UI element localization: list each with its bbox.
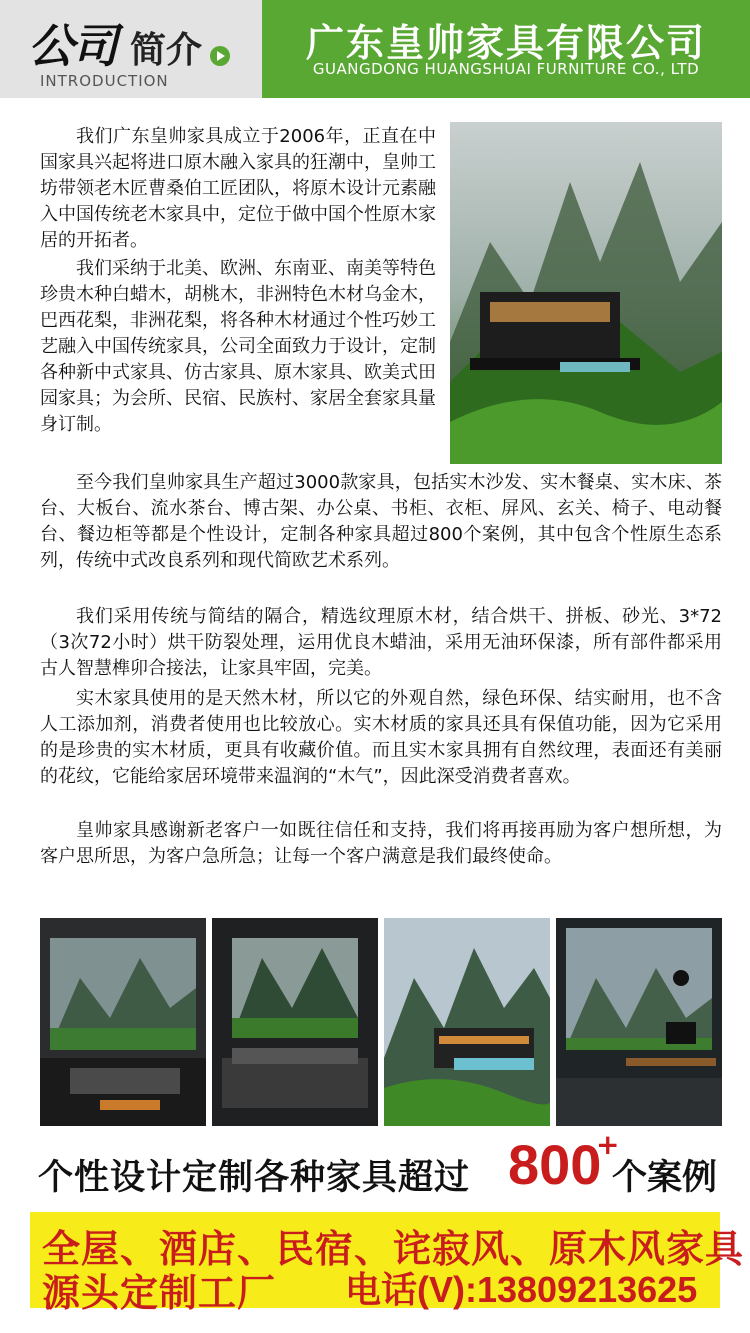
paragraph-6: 皇帅家具感谢新老客户一如既往信任和支持，我们将再接再励为客户想所想，为客户思所思，为客户急所急；让每一个客户满意是我们最终使命。 bbox=[40, 820, 722, 867]
logo-subtitle: INTRODUCTION bbox=[40, 72, 169, 90]
company-name: 广东皇帅家具有限公司 bbox=[305, 21, 706, 65]
banner-line-1: 全屋、酒店、民宿、诧寂风、原木风家具 bbox=[42, 1227, 745, 1271]
logo-title: 简介 bbox=[130, 30, 203, 71]
paragraph-3: 至今我们皇帅家具生产超过3000款家具，包括实木沙发、实木餐桌、实木床、茶台、大板台、流水茶台、博古架、办公桌、书柜、衣柜、屏风、玄关、椅子、电动餐台、餐边柜等都是个性设计，定制各种家具超过800个案例，其中包含个性原生态系列，传统中式改良系列和现代简欧艺术系列。 bbox=[40, 472, 722, 571]
paragraph-1: 我们广东皇帅家具成立于2006年，正直在中国家具兴起将进口原木融入家具的狂潮中，皇帅工坊带领老木匠曹桑伯工匠团队，将原木设计元素融入中国传统老木家具中，定位于做中国个性原木家居的开拓者。 bbox=[40, 126, 436, 251]
paragraph-2: 我们采纳于北美、欧洲、东南亚、南美等特色珍贵木种白蜡木，胡桃木，非洲特色木材乌金木，巴西花梨，非洲花梨，将各种木材通过个性巧妙工艺融入中国传统家具，公司全面致力于设计，定制各种新中式家具、仿古家具、原木家具、欧美式田园家具；为会所、民宿、民族村、家居全套家具量身订制。 bbox=[40, 258, 436, 435]
slogan-prefix: 个性设计定制各种家具超过 bbox=[38, 1158, 471, 1198]
case-count-plus: + bbox=[596, 1128, 620, 1161]
cliff-house-photo bbox=[384, 918, 550, 1126]
paragraph-5: 实木家具使用的是天然木材，所以它的外观自然，绿色环保、结实耐用，也不含人工添加剂，消费者使用也比较放心。实木材质的家具还具有保值功能，因为它采用的是珍贵的实木材质，更具有收藏价值。而且实木家具拥有自然纹理，表面还有美丽的花纹，它能给家居环境带来温润的“木气”，因此深受消费者喜欢。 bbox=[40, 688, 722, 787]
paragraph-4: 我们采用传统与简结的隔合，精选纹理原木材，结合烘干、拼板、砂光、3*72（3次72小时）烘干防裂处理，运用优良木蜡油，采用无油环保漆，所有部件都采用古人智慧榫卯合接法，让家具牢固，完美。 bbox=[40, 606, 722, 679]
banner-phone: 电话(V):13809213625 bbox=[345, 1269, 698, 1310]
living-room-photo bbox=[40, 918, 206, 1126]
banner-line-2: 源头定制工厂 bbox=[42, 1271, 277, 1315]
office-photo bbox=[556, 918, 722, 1126]
company-english-name: GUANGDONG HUANGSHUAI FURNITURE CO., LTD bbox=[312, 60, 700, 78]
arrow-right-icon bbox=[210, 46, 230, 66]
slogan-suffix: 个案例 bbox=[612, 1158, 718, 1198]
mountain-villa-photo bbox=[450, 122, 722, 464]
logo-script-text: 公司 bbox=[28, 19, 116, 73]
bedroom-photo bbox=[212, 918, 378, 1126]
case-count-number: 800 bbox=[508, 1133, 602, 1196]
